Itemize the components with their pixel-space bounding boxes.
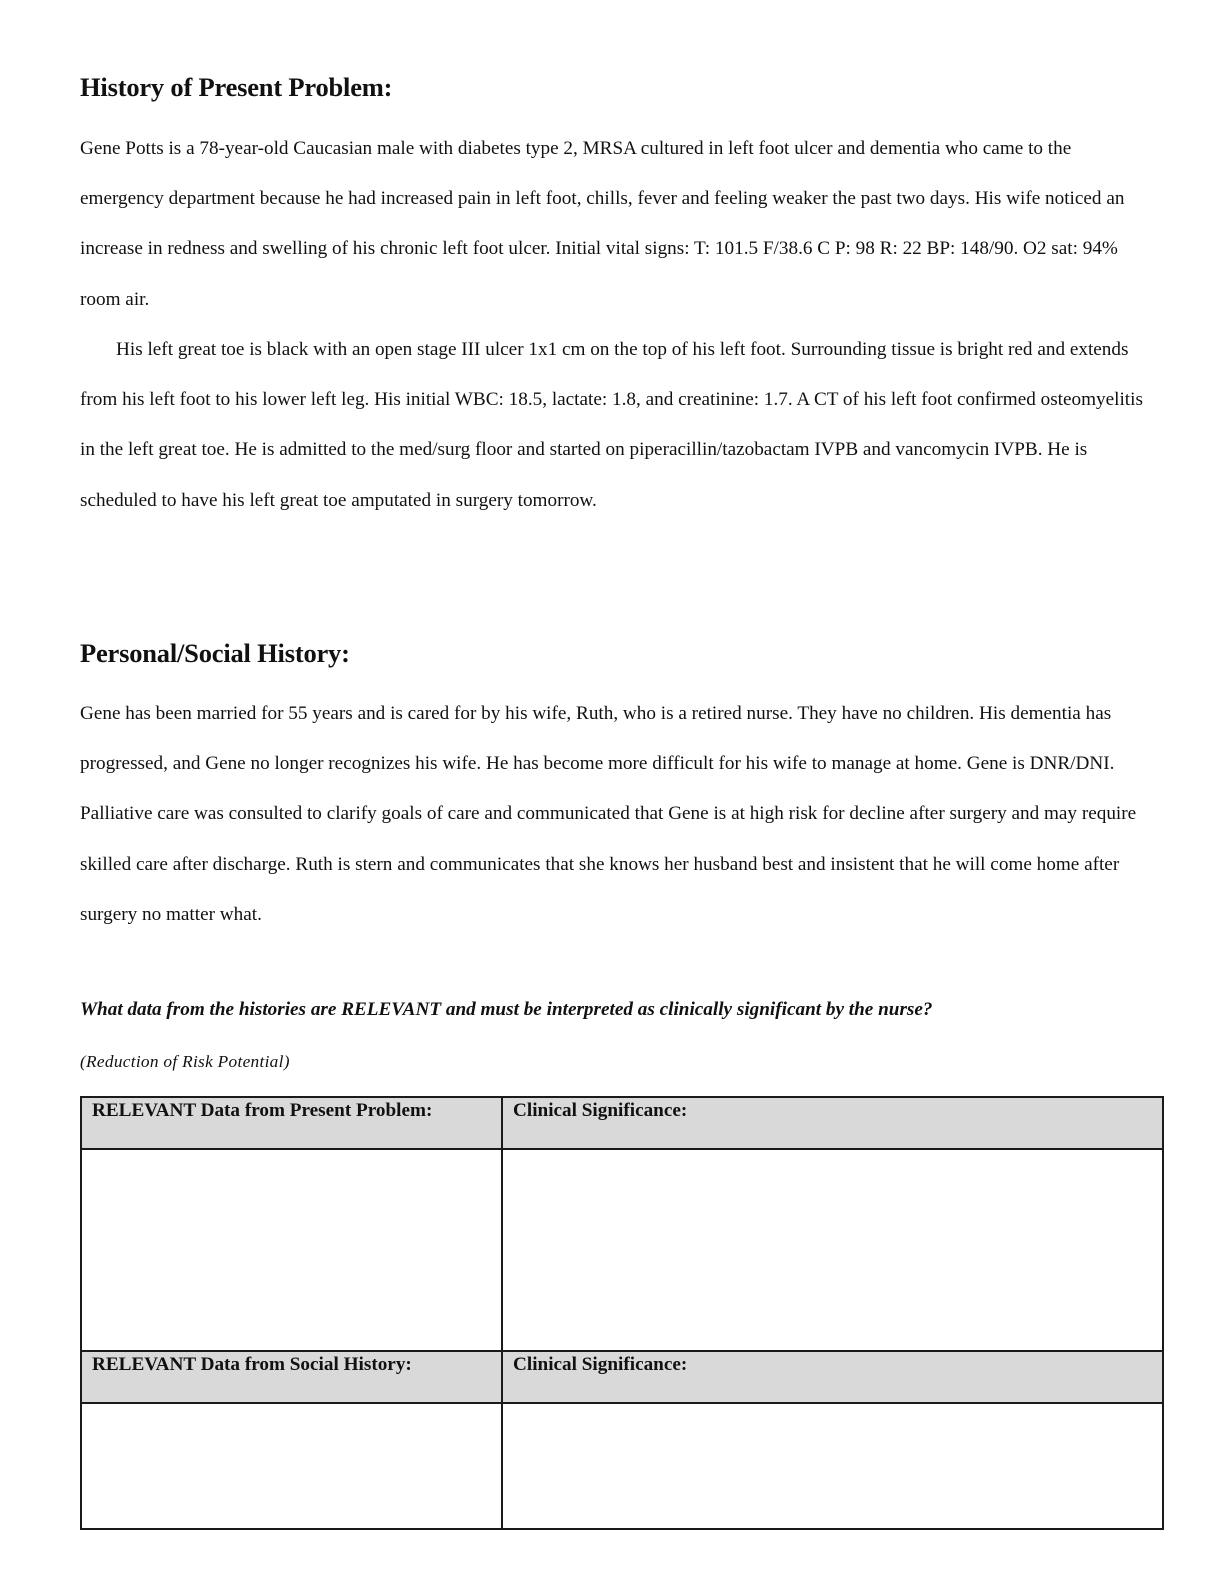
present-problem-entry-row (81, 1149, 1163, 1351)
social-history-significance-header: Clinical Significance: (502, 1351, 1163, 1403)
present-problem-data-cell[interactable] (81, 1149, 502, 1351)
social-history-header-row (81, 1351, 1163, 1403)
social-history-data-cell[interactable] (81, 1403, 502, 1529)
present-problem-data-header: RELEVANT Data from Present Problem: (81, 1097, 502, 1149)
relevant-data-question: What data from the histories are RELEVANT and must be interpreted as clinically significant by the nurse? (80, 999, 933, 1020)
relevant-data-table (80, 1096, 1164, 1530)
history-present-problem-paragraph-1: Gene Potts is a 78-year-old Caucasian male with diabetes type 2, MRSA cultured in left foot ulcer and dementia who came to the emergency department because he had increased pain in left foot, chills, fever and feeling weaker the past two days. His wife noticed an increase in redness and swelling of his chronic left foot ulcer. Initial vital signs: T: 101.5 F/38.6 C P: 98 R: 22 BP: 148/90. O2 sat: 94% room air. (80, 138, 1125, 310)
social-history-significance-cell[interactable] (502, 1403, 1163, 1529)
history-present-problem-paragraph-2: His left great toe is black with an open stage III ulcer 1x1 cm on the top of his left foot. Surrounding tissue is bright red and extends from his left foot to his lower left leg. His initial WBC: 18.5, lactate: 1.8, and creatinine: 1.7. A CT of his left foot confirmed osteomyelitis in the left great toe. He is admitted to the med/surg floor and started on piperacillin/tazobactam IVPB and vancomycin IVPB. He is scheduled to have his left great toe amputated in surgery tomorrow. (80, 339, 1143, 511)
personal-social-history-heading: Personal/Social History: (80, 638, 350, 668)
present-problem-significance-cell[interactable] (502, 1149, 1163, 1351)
social-history-data-header: RELEVANT Data from Social History: (81, 1351, 502, 1403)
question-category-note: (Reduction of Risk Potential) (80, 1052, 290, 1071)
present-problem-significance-header: Clinical Significance: (502, 1097, 1163, 1149)
social-history-entry-row (81, 1403, 1163, 1529)
present-problem-header-row (81, 1097, 1163, 1149)
history-present-problem-heading: History of Present Problem: (80, 72, 393, 102)
personal-social-history-paragraph: Gene has been married for 55 years and is cared for by his wife, Ruth, who is a retired nurse. They have no children. His dementia has progressed, and Gene no longer recognizes his wife. He has become more difficult for his wife to manage at home. Gene is DNR/DNI. Palliative care was consulted to clarify goals of care and communicated that Gene is at high risk for decline after surgery and may require skilled care after discharge. Ruth is stern and communicates that she knows her husband best and insistent that he will come home after surgery no matter what. (80, 703, 1137, 925)
